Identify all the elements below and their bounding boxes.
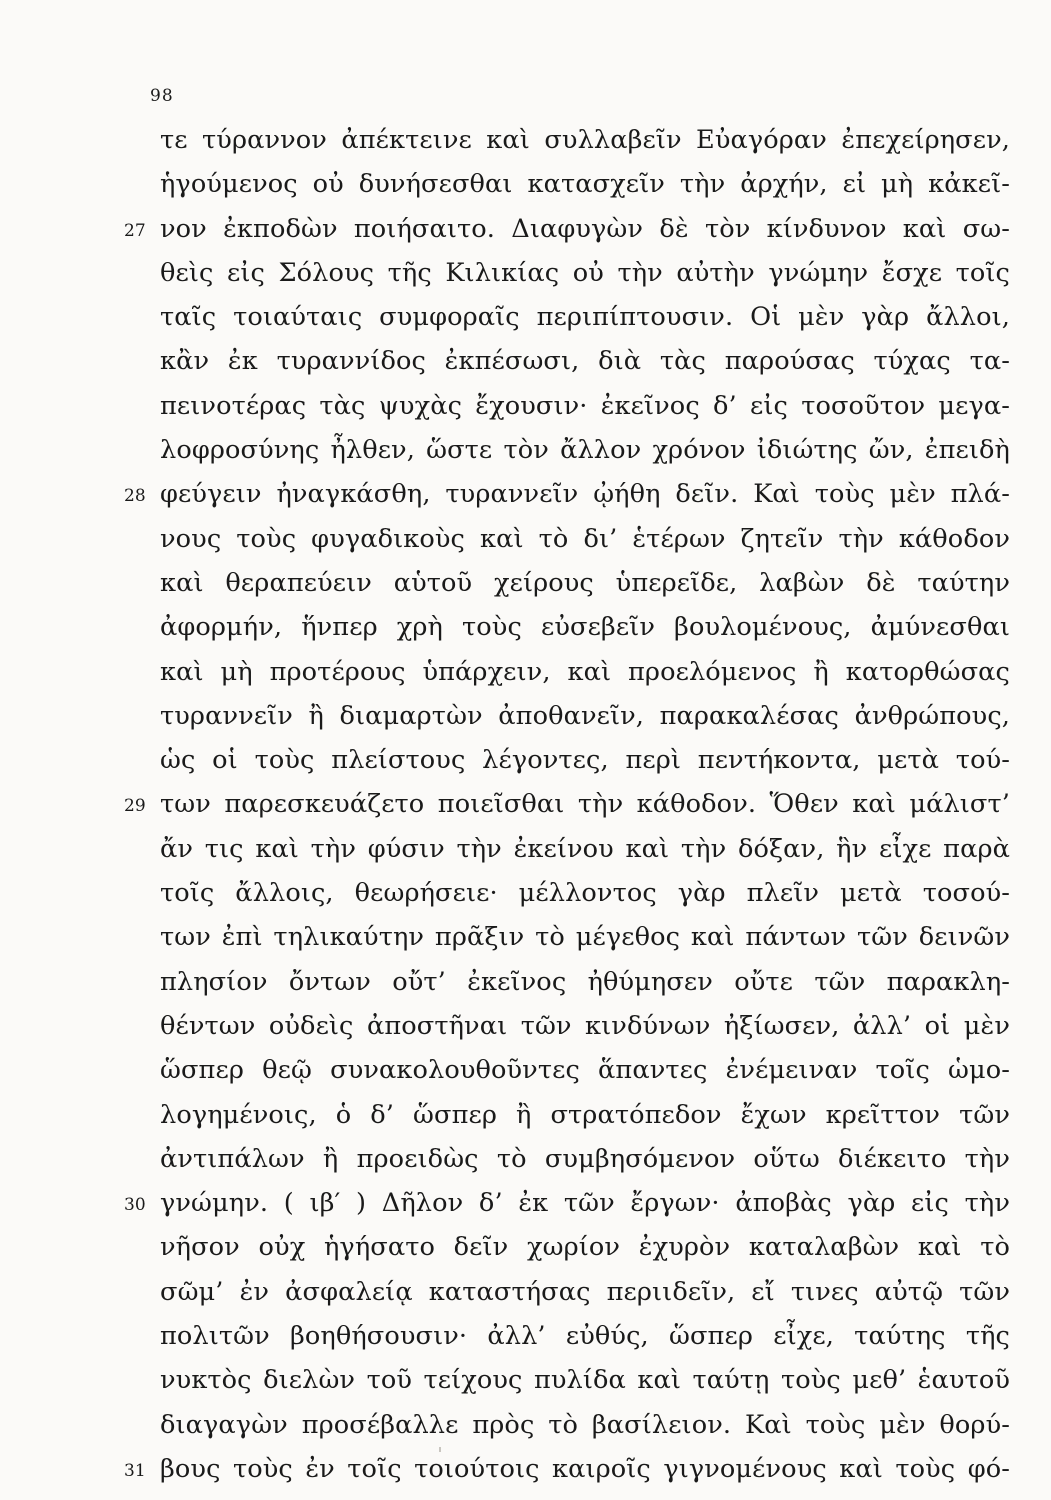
text-line [0,561,1051,605]
line-number: 29 [124,796,146,817]
line-text: γνώμην. ( ιβ′ ) Δῆλον δ’ ἐκ τῶν ἔργων· ἀποβὰς γὰρ εἰς τὴν [160,1188,1010,1219]
line-number: 30 [124,1195,146,1216]
text-line [0,694,1051,738]
text-line [0,1314,1051,1358]
line-text: νυκτὸς διελὼν τοῦ τείχους πυλίδα καὶ ταύτῃ τοὺς μεθ’ ἑαυτοῦ [160,1365,1010,1396]
line-text: θέντων οὐδεὶς ἀποστῆναι τῶν κινδύνων ἠξίωσεν, ἀλλ’ οἱ μὲν [160,1010,1010,1041]
text-line [0,1181,1051,1225]
line-text: ὡς οἱ τοὺς πλείστους λέγοντες, περὶ πεντήκοντα, μετὰ τού- [160,745,1010,776]
text-line [0,871,1051,915]
line-text: διαγαγὼν προσέβαλλε πρὸς τὸ βασίλειον. Καὶ τοὺς μὲν θορύ- [160,1409,1010,1440]
line-text: τοῖς ἄλλοις, θεωρήσειε· μέλλοντος γὰρ πλεῖν μετὰ τοσού- [160,878,1010,909]
text-line [0,1048,1051,1092]
text-line [0,827,1051,871]
line-text: των παρεσκευάζετο ποιεῖσθαι τὴν κάθοδον. Ὅθεν καὶ μάλιστ’ [160,789,1010,820]
text-line [0,960,1051,1004]
text-line [0,295,1051,339]
line-text: ὥσπερ θεῷ συνακολουθοῦντες ἅπαντες ἐνέμειναν τοῖς ὡμο- [160,1055,1010,1086]
text-line [0,1093,1051,1137]
text-line [0,1403,1051,1447]
text-line [0,1270,1051,1314]
text-line [0,1137,1051,1181]
line-text: πεινοτέρας τὰς ψυχὰς ἔχουσιν· ἐκεῖνος δ’ εἰς τοσοῦτον μεγα- [160,390,1010,421]
text-line [0,1358,1051,1402]
text-line [0,472,1051,516]
line-text: σῶμ’ ἐν ἀσφαλείᾳ καταστήσας περιιδεῖν, εἴ τινες αὐτῷ τῶν [160,1276,1010,1307]
line-text: ταῖς τοιαύταις συμφοραῖς περιπίπτουσιν. Οἱ μὲν γὰρ ἄλλοι, [160,302,1010,333]
text-line [0,915,1051,959]
line-number: 31 [124,1460,146,1481]
text-line [0,162,1051,206]
line-text: των ἐπὶ τηλικαύτην πρᾶξιν τὸ μέγεθος καὶ πάντων τῶν δεινῶν [160,922,1010,953]
text-line [0,428,1051,472]
text-block [0,118,1051,1491]
line-number: 27 [124,220,146,241]
line-text: φεύγειν ἠναγκάσθη, τυραννεῖν ᾠήθη δεῖν. Καὶ τοὺς μὲν πλά- [160,479,1010,510]
line-text: λογημένοις, ὁ δ’ ὥσπερ ἢ στρατόπεδον ἔχων κρεῖττον τῶν [160,1099,1010,1130]
text-line [0,339,1051,383]
line-text: νους τοὺς φυγαδικοὺς καὶ τὸ δι’ ἑτέρων ζητεῖν τὴν κάθοδον [160,523,1010,554]
line-text: πολιτῶν βοηθήσουσιν· ἀλλ’ εὐθύς, ὥσπερ εἶχε, ταύτης τῆς [160,1321,1010,1352]
line-text: πλησίον ὄντων οὔτ’ ἐκεῖνος ἠθύμησεν οὔτε τῶν παρακλη- [160,966,1010,997]
text-line [0,782,1051,826]
line-text: βους τοὺς ἐν τοῖς τοιούτοις καιροῖς γιγνομένους καὶ τοὺς φό- [160,1453,1010,1484]
text-line [0,384,1051,428]
line-text: νον ἐκποδὼν ποιήσαιτο. Διαφυγὼν δὲ τὸν κίνδυνον καὶ σω- [160,213,1010,244]
text-line [0,1004,1051,1048]
text-line [0,1225,1051,1269]
page-number: 98 [150,86,174,106]
line-text: λοφροσύνης ἦλθεν, ὥστε τὸν ἄλλον χρόνον ἰδιώτης ὤν, ἐπειδὴ [160,435,1010,466]
paper-speck [439,1447,441,1452]
text-line [0,118,1051,162]
text-line [0,738,1051,782]
text-line [0,1447,1051,1491]
line-text: καὶ θεραπεύειν αὑτοῦ χείρους ὑπερεῖδε, λαβὼν δὲ ταύτην [160,567,1010,598]
line-text: ἀφορμήν, ἥνπερ χρὴ τοὺς εὐσεβεῖν βουλομένους, ἀμύνεσθαι [160,612,1010,643]
line-text: θεὶς εἰς Σόλους τῆς Κιλικίας οὐ τὴν αὐτὴν γνώμην ἔσχε τοῖς [160,257,1010,288]
line-text: καὶ μὴ προτέρους ὑπάρχειν, καὶ προελόμενος ἢ κατορθώσας [160,656,1010,687]
line-text: νῆσον οὐχ ἡγήσατο δεῖν χωρίον ἐχυρὸν καταλαβὼν καὶ τὸ [160,1232,1010,1263]
line-text: κἂν ἐκ τυραννίδος ἐκπέσωσι, διὰ τὰς παρούσας τύχας τα- [160,346,1010,377]
line-text: ἄν τις καὶ τὴν φύσιν τὴν ἐκείνου καὶ τὴν δόξαν, ἣν εἶχε παρὰ [160,833,1010,864]
text-line [0,517,1051,561]
line-text: τυραννεῖν ἢ διαμαρτὼν ἀποθανεῖν, παρακαλέσας ἀνθρώπους, [160,700,1010,731]
line-text: τε τύραννον ἀπέκτεινε καὶ συλλαβεῖν Εὐαγόραν ἐπεχείρησεν, [160,125,1010,155]
line-text: ἡγούμενος οὐ δυνήσεσθαι κατασχεῖν τὴν ἀρχήν, εἰ μὴ κἀκεῖ- [160,169,1010,200]
text-line [0,605,1051,649]
line-text: ἀντιπάλων ἢ προειδὼς τὸ συμβησόμενον οὕτω διέκειτο τὴν [160,1143,1010,1174]
text-line [0,650,1051,694]
text-line [0,251,1051,295]
text-line [0,207,1051,251]
line-number: 28 [124,486,146,507]
